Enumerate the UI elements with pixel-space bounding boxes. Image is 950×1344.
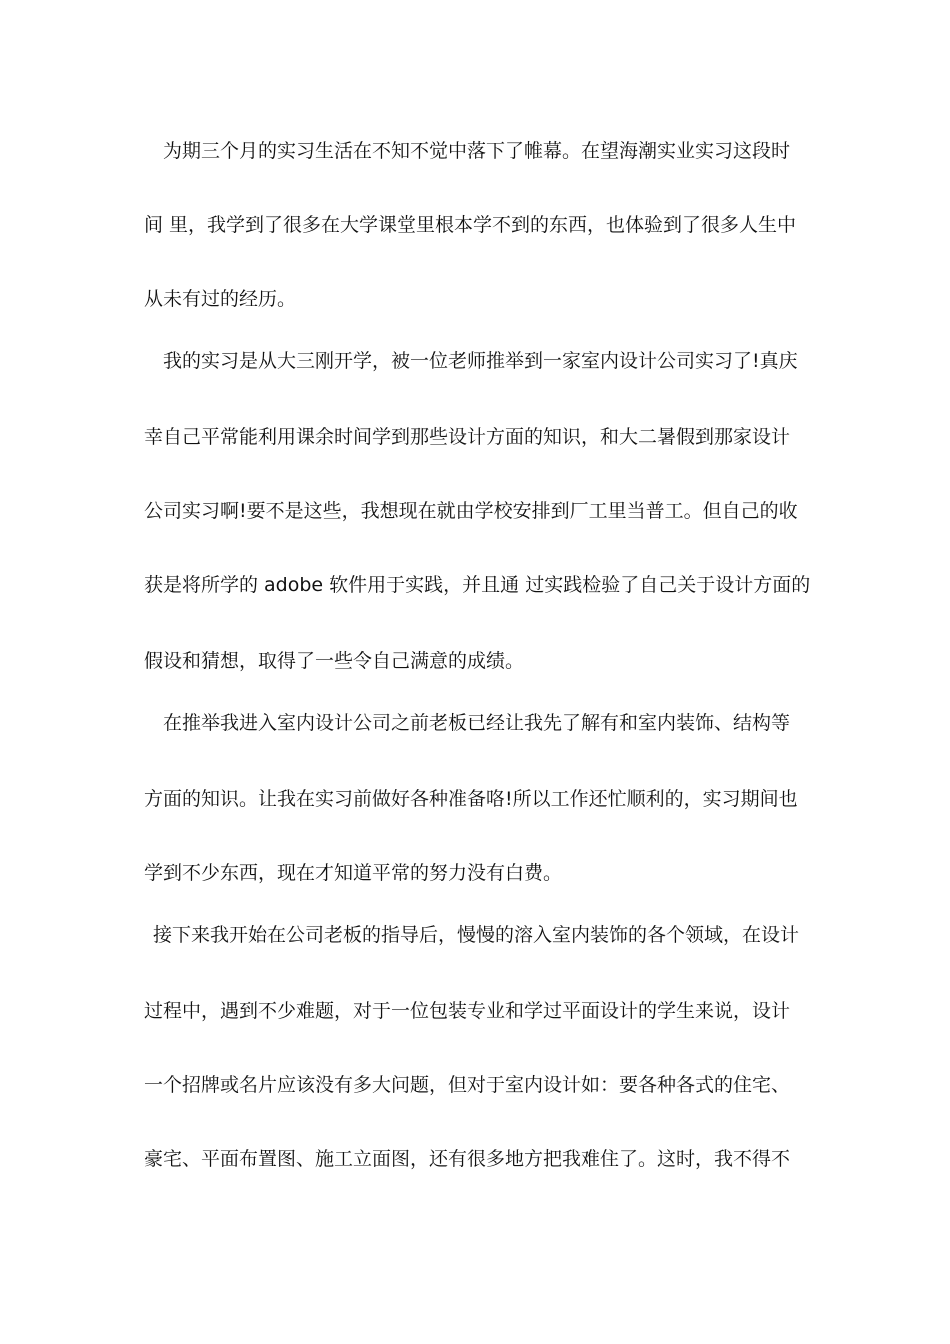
text-line [0,996,950,1026]
text-line-content: 获是将所学的 adobe 软件用于实践，并且通 过实践检验了自己关于设计方面的 [144,574,811,596]
text-line [0,570,950,600]
text-line [0,346,950,376]
text-line-content: 假设和猜想，取得了一些令自己满意的成绩。 [144,650,525,672]
text-line-content: 从未有过的经历。 [144,288,297,310]
text-line-content: 一个招牌或名片应该没有多大问题，但对于室内设计如：要各种各式的住宅、 [144,1074,791,1096]
text-line [0,920,950,950]
text-line-content: 过程中，遇到不少难题，对于一位包装专业和学过平面设计的学生来说，设计 [144,1000,791,1022]
text-line [0,1070,950,1100]
text-line-content: 我的实习是从大三刚开学，被一位老师推举到一家室内设计公司实习了!真庆 [163,350,798,372]
text-line [0,496,950,526]
text-line-content: 方面的知识。让我在实习前做好各种准备咯!所以工作还忙顺利的，实习期间也 [144,788,798,810]
text-line [0,1144,950,1174]
text-line [0,422,950,452]
text-line-content: 在推举我进入室内设计公司之前老板已经让我先了解有和室内装饰、结构等 [163,712,791,734]
text-line [0,136,950,166]
text-line-content: 间 里，我学到了很多在大学课堂里根本学不到的东西，也体验到了很多人生中 [144,214,797,236]
text-line-content: 学到不少东西，现在才知道平常的努力没有白费。 [144,862,563,884]
text-line [0,858,950,888]
text-line [0,708,950,738]
text-line-content: 幸自己平常能利用课余时间学到那些设计方面的知识，和大二暑假到那家设计 [144,426,791,448]
text-line [0,784,950,814]
text-line-content: 公司实习啊!要不是这些，我想现在就由学校安排到厂工里当普工。但自己的收 [144,500,798,522]
text-line [0,210,950,240]
text-line-content: 接下来我开始在公司老板的指导后，慢慢的溶入室内装饰的各个领域，在设计 [153,924,800,946]
text-line-content: 豪宅、平面布置图、施工立面图，还有很多地方把我难住了。这时，我不得不 [144,1148,791,1170]
text-line-content: 为期三个月的实习生活在不知不觉中落下了帷幕。在望海潮实业实习这段时 [163,140,791,162]
text-line [0,284,950,314]
text-line [0,646,950,676]
